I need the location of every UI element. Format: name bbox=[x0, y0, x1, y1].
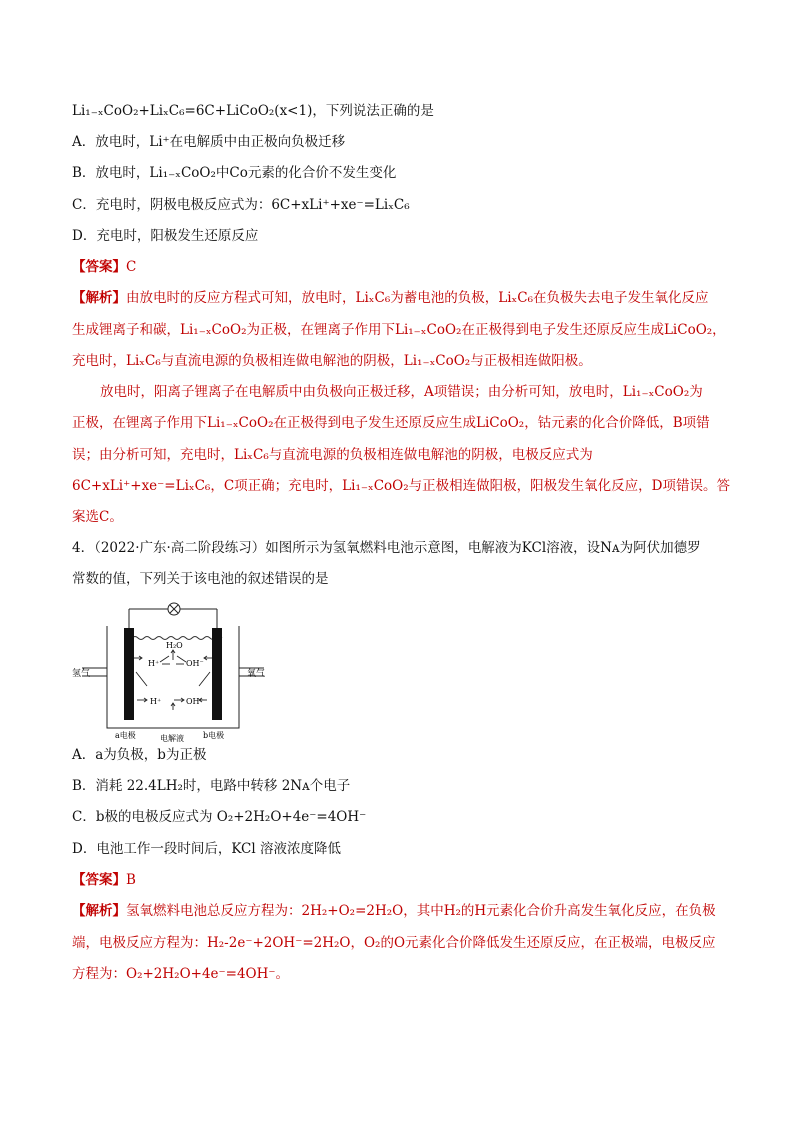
q4-stem: 常数的值，下列关于该电池的叙述错误的是 bbox=[72, 571, 329, 587]
q3-option-c: C．充电时，阴极电极反应式为：6C+xLi⁺+xe⁻=LiₓC₆ bbox=[72, 197, 410, 213]
svg-text:H₂O: H₂O bbox=[166, 641, 183, 650]
svg-text:H⁺: H⁺ bbox=[150, 697, 162, 706]
q3-analysis-line: 6C+xLi⁺+xe⁻=LiₓC₆，C项正确；充电时，Li₁₋ₓCoO₂与正极相连做阳极，阳极发生氧化反应，D项错误。答 bbox=[72, 478, 730, 494]
analysis-text: 氢氧燃料电池总反应方程为：2H₂+O₂=2H₂O，其中H₂的H元素化合价升高发生氧化反应，在负极 bbox=[126, 903, 716, 919]
q3-analysis-line: 充电时，LiₓC₆与直流电源的负极相连做电解池的阴极，Li₁₋ₓCoO₂与正极相连做阳极。 bbox=[72, 353, 592, 369]
answer-value: B bbox=[126, 872, 136, 888]
svg-text:b电极: b电极 bbox=[203, 731, 225, 740]
q3-option-a: A．放电时，Li⁺在电解质中由正极向负极迁移 bbox=[72, 134, 346, 150]
q3-analysis-line: 正极，在锂离子作用下Li₁₋ₓCoO₂在正极得到电子发生还原反应生成LiCoO₂，钴元素的化合价降低，B项错 bbox=[72, 415, 710, 431]
svg-text:氢气: 氢气 bbox=[72, 669, 91, 679]
q3-analysis-line: 案选C。 bbox=[72, 509, 123, 525]
q3-analysis-line: 生成锂离子和碳，Li₁₋ₓCoO₂为正极，在锂离子作用下Li₁₋ₓCoO₂在正极得到电子发生还原反应生成LiCoO₂， bbox=[72, 322, 726, 338]
q3-option-b: B．放电时，Li₁₋ₓCoO₂中Co元素的化合价不发生变化 bbox=[72, 165, 397, 181]
q3-equation: Li₁₋ₓCoO₂+LiₓC₆=6C+LiCoO₂(x<1)，下列说法正确的是 bbox=[72, 103, 434, 119]
answer-tag: 【答案】 bbox=[72, 259, 126, 275]
q4-stem: 4．（2022·广东·高二阶段练习）如图所示为氢氧燃料电池示意图，电解液为KCl溶液，设Nᴀ为阿伏加德罗 bbox=[72, 540, 701, 556]
q4-option-c: C．b极的电极反应式为 O₂+2H₂O+4e⁻=4OH⁻ bbox=[72, 809, 367, 825]
electrode-a bbox=[124, 628, 134, 720]
q4-option-a: A．a为负极，b为正极 bbox=[72, 747, 207, 763]
answer-value: C bbox=[126, 259, 137, 275]
q4-analysis-line bbox=[72, 901, 724, 921]
fuel-cell-diagram bbox=[72, 598, 302, 744]
svg-text:OH⁻: OH⁻ bbox=[186, 659, 204, 668]
q3-option-d: D．充电时，阳极发生还原反应 bbox=[72, 228, 259, 244]
svg-text:OH⁻: OH⁻ bbox=[186, 697, 204, 706]
answer-tag: 【答案】 bbox=[72, 872, 126, 888]
svg-text:H⁺: H⁺ bbox=[148, 659, 160, 668]
q3-analysis-line bbox=[72, 288, 724, 308]
q4-answer bbox=[72, 870, 724, 890]
analysis-tag: 【解析】 bbox=[72, 290, 126, 306]
svg-text:a电极: a电极 bbox=[115, 731, 136, 740]
analysis-tag: 【解析】 bbox=[72, 903, 126, 919]
electrode-b bbox=[212, 628, 222, 720]
q4-option-b: B．消耗 22.4LH₂时，电路中转移 2Nᴀ个电子 bbox=[72, 778, 351, 794]
analysis-text: 由放电时的反应方程式可知，放电时，LiₓC₆为蓄电池的负极，LiₓC₆在负极失去电子发生氧化反应 bbox=[126, 290, 709, 306]
q3-answer bbox=[72, 257, 724, 277]
q3-analysis-line: 误；由分析可知，充电时，LiₓC₆与直流电源的负极相连做电解池的阴极，电极反应式为 bbox=[72, 447, 593, 463]
q4-option-d: D．电池工作一段时间后，KCl 溶液浓度降低 bbox=[72, 841, 341, 857]
svg-text:氧气: 氧气 bbox=[247, 669, 266, 679]
q4-analysis-line: 端，电极反应方程为：H₂-2e⁻+2OH⁻=2H₂O，O₂的O元素化合价降低发生还原反应，在正极端，电极反应 bbox=[72, 935, 716, 951]
q3-analysis-line: 放电时，阳离子锂离子在电解质中由负极向正极迁移，A项错误；由分析可知，放电时，Li₁₋ₓCoO₂为 bbox=[100, 384, 703, 400]
svg-text:电解液: 电解液 bbox=[160, 734, 184, 743]
lamp-icon bbox=[168, 603, 180, 615]
q4-analysis-line: 方程为：O₂+2H₂O+4e⁻=4OH⁻。 bbox=[72, 966, 290, 982]
